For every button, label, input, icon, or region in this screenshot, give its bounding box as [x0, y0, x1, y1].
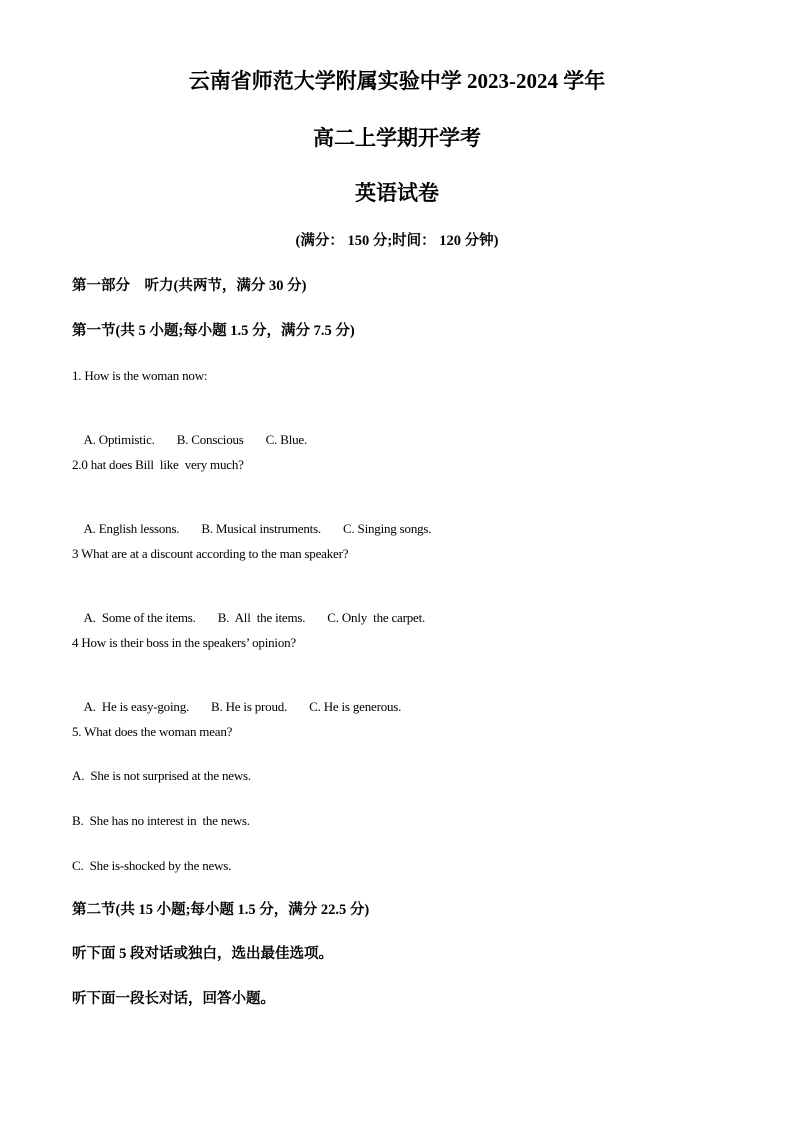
question-2-option-c: C. Singing songs. — [342, 521, 432, 536]
section1-heading: 第一节(共 5 小题;每小题 1.5 分，满分 7.5 分) — [72, 323, 355, 339]
question-5-stem: 5. What does the woman mean? — [72, 724, 233, 739]
question-4-option-a: A. He is easy-going. — [83, 699, 190, 714]
question-4-stem: 4 How is their boss in the speakers’ opinion? — [72, 635, 296, 650]
question-5-option-c: C. She is-shocked by the news. — [72, 858, 232, 873]
exam-title-school: 云南省师范大学附属实验中学 2023-2024 学年 — [188, 69, 606, 93]
question-3-option-c: C. Only the carpet. — [327, 610, 426, 625]
question-2-option-b: B. Musical instruments. — [201, 521, 321, 536]
section2-instruction-1: 听下面 5 段对话或独白，选出最佳选项。 — [72, 946, 333, 962]
section2-instruction-2: 听下面一段长对话，回答小题。 — [72, 991, 275, 1007]
question-4-option-c: C. He is generous. — [309, 699, 402, 714]
exam-meta-score-time: (满分： 150 分;时间： 120 分钟) — [295, 233, 499, 249]
exam-title-subject: 英语试卷 — [355, 181, 439, 205]
question-4-option-b: B. He is proud. — [211, 699, 288, 714]
question-1-stem: 1. How is the woman now: — [72, 368, 208, 383]
question-1-option-a: A. Optimistic. — [83, 432, 155, 447]
section2-heading: 第二节(共 15 小题;每小题 1.5 分，满分 22.5 分) — [72, 902, 370, 918]
question-3-stem: 3 What are at a discount according to the man speaker? — [72, 546, 349, 561]
question-1-option-c: C. Blue. — [265, 432, 308, 447]
question-3-option-b: B. All the items. — [217, 610, 306, 625]
part1-heading: 第一部分 听力(共两节，满分 30 分) — [72, 278, 307, 294]
question-2-stem: 2.0 hat does Bill like very much? — [72, 457, 244, 472]
question-2-option-a: A. English lessons. — [83, 521, 180, 536]
question-5-option-b: B. She has no interest in the news. — [72, 813, 250, 828]
question-3-option-a: A. Some of the items. — [83, 610, 196, 625]
question-1-option-b: B. Conscious — [176, 432, 244, 447]
exam-title-term: 高二上学期开学考 — [313, 126, 481, 150]
question-5-option-a: A. She is not surprised at the news. — [72, 768, 251, 783]
